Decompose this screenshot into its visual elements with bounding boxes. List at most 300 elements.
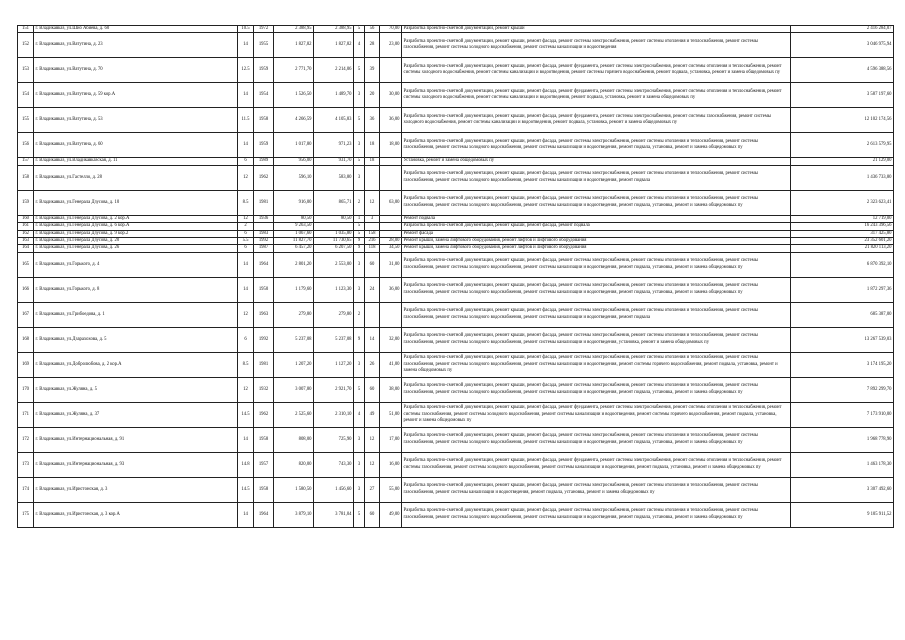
value-cell: 10.5 xyxy=(238,26,254,33)
floors-cell: 5 xyxy=(354,377,365,402)
area-living-cell: 279,80 xyxy=(314,302,354,327)
percent-cell: 41,00 xyxy=(380,352,402,377)
area-total-cell: 820,00 xyxy=(274,452,314,477)
year-cell: 1950 xyxy=(254,277,274,302)
percent-cell xyxy=(380,230,402,237)
floors-cell: 3 xyxy=(354,352,365,377)
area-living-cell: 931,70 xyxy=(314,158,354,165)
value-cell: 14 xyxy=(238,33,254,58)
address-cell: г. Владикавказ, ул.Иристонская, д. 3 кор.А xyxy=(34,502,238,527)
year-cell: 1958 xyxy=(254,477,274,502)
year-cell: 1955 xyxy=(254,33,274,58)
value-cell: 11.5 xyxy=(238,108,254,133)
row-number: 164 xyxy=(18,245,34,252)
work-description-cell: Разработка проектно-сметной документации, ремонт крыши, ремонт фасада, ремонт системы электроснабжения, ремонт системы отопления и теплоснабжения, ремонт системы газоснабжения, ремонт системы канализации и водоотведения, ремонт подвала, установка, ремонт и замена общедомовых пу xyxy=(402,477,791,502)
total-sum-cell: 12 719,00 xyxy=(791,215,894,222)
row-number: 157 xyxy=(18,158,34,165)
floors-cell: 5 xyxy=(354,108,365,133)
row-number: 165 xyxy=(18,252,34,277)
address-cell: г. Владикавказ, ул.Ватутина, д. 60 xyxy=(34,133,238,158)
address-cell: г. Владикавказ, ул.Ватутина, д. 59 кор.А xyxy=(34,83,238,108)
percent-cell: 51,00 xyxy=(380,402,402,427)
total-sum-cell: 2 613 579,95 xyxy=(791,133,894,158)
repair-program-table xyxy=(17,25,894,528)
area-total-cell: 3 007,80 xyxy=(274,377,314,402)
work-description-cell: Разработка проектно-сметной документации, ремонт крыши, ремонт фасада, ремонт системы электроснабжения, ремонт системы отопления и теплоснабжения, ремонт системы газоснабжения, ремонт системы холодного водоснабжения, ремонт системы канализации и водоотведения, ремонт подвала, установка, ремонт и замена общедомовых пу xyxy=(402,277,791,302)
area-living-cell: 2 214,06 xyxy=(314,58,354,83)
area-total-cell: 1 207,20 xyxy=(274,352,314,377)
percent-cell: 28,00 xyxy=(380,238,402,245)
count-cell: 12 xyxy=(365,452,380,477)
count-cell: 56 xyxy=(365,26,380,33)
value-cell: 5.5 xyxy=(238,238,254,245)
percent-cell: 32,00 xyxy=(380,327,402,352)
value-cell: 12 xyxy=(238,165,254,190)
total-sum-cell: 6 870 392,10 xyxy=(791,252,894,277)
floors-cell: 5 xyxy=(354,26,365,33)
area-total-cell: 11 827,70 xyxy=(274,238,314,245)
table-row xyxy=(18,230,894,237)
work-description-cell: Разработка проектно-сметной документации, ремонт крыши xyxy=(402,26,791,33)
table-row xyxy=(18,277,894,302)
address-cell: г. Владикавказ, ул.Жуляна, д. 37 xyxy=(34,402,238,427)
value-cell: 14.5 xyxy=(238,477,254,502)
count-cell: 18 xyxy=(365,133,380,158)
floors-cell: 2 xyxy=(354,190,365,215)
row-number: 151 xyxy=(18,26,34,33)
area-living-cell xyxy=(314,223,354,230)
count-cell: 118 xyxy=(365,245,380,252)
total-sum-cell: 3 046 975,94 xyxy=(791,33,894,58)
value-cell: 14.8 xyxy=(238,452,254,477)
value-cell: 6 xyxy=(238,245,254,252)
total-sum-cell: 1 436 733,80 xyxy=(791,165,894,190)
area-living-cell: 2 921,70 xyxy=(314,377,354,402)
address-cell: г. Владикавказ, ул.Грибоедова, д. 1 xyxy=(34,302,238,327)
area-total-cell: 2 801,20 xyxy=(274,252,314,277)
area-total-cell: 3 879,10 xyxy=(274,502,314,527)
area-total-cell: 2 388,95 xyxy=(274,26,314,33)
work-description-cell: Разработка проектно-сметной документации, ремонт крыши, ремонт фасада, ремонт системы электроснабжения, ремонт системы отопления и теплоснабжения, ремонт системы газоснабжения, ремонт системы холодного водоснабжения, ремонт системы канализации и водоотведения, ремонт подвала, установка, ремонт и замена общедомовых пу xyxy=(402,502,791,527)
percent-cell: 16,00 xyxy=(380,452,402,477)
count-cell: 18 xyxy=(365,158,380,165)
table-row xyxy=(18,108,894,133)
year-cell: 1954 xyxy=(254,83,274,108)
table-row xyxy=(18,133,894,158)
total-sum-cell: 1 463 178,30 xyxy=(791,452,894,477)
work-description-cell: Разработка проектно-сметной документации, ремонт крыши, ремонт фасада, ремонт системы электроснабжения, ремонт системы отопления и теплоснабжения, ремонт системы газоснабжения, ремонт системы холодного водоснабжения, ремонт системы канализации и водоотведения, ремонт подвала, установка, ремонт и замена общедомовых пу xyxy=(402,252,791,277)
count-cell: 3 xyxy=(365,215,380,222)
area-living-cell: 5 237,08 xyxy=(314,327,354,352)
total-sum-cell: 12 102 174,56 xyxy=(791,108,894,133)
table-row xyxy=(18,452,894,477)
total-sum-cell: 685 387,00 xyxy=(791,302,894,327)
work-description-cell: Разработка проектно-сметной документации, ремонт крыши, ремонт фасада, ремонт системы электроснабжения, ремонт системы отопления и теплоснабжения, ремонт системы газоснабжения, ремонт системы холодного водоснабжения, ремонт системы канализации и водоотведения xyxy=(402,33,791,58)
area-total-cell: 1 580,50 xyxy=(274,477,314,502)
total-sum-cell: 7 173 910,00 xyxy=(791,402,894,427)
row-number: 168 xyxy=(18,327,34,352)
area-living-cell: 2 388,95 xyxy=(314,26,354,33)
count-cell: 49 xyxy=(365,402,380,427)
value-cell: 14 xyxy=(238,83,254,108)
table-row xyxy=(18,402,894,427)
count-cell: 20 xyxy=(365,83,380,108)
table-body xyxy=(18,26,894,528)
count-cell: 24 xyxy=(365,277,380,302)
area-total-cell: 4 266,59 xyxy=(274,108,314,133)
total-sum-cell: 21 820 113,20 xyxy=(791,245,894,252)
percent-cell xyxy=(380,215,402,222)
address-cell: г. Владикавказ, ул.Ватутина, д. 53 xyxy=(34,108,238,133)
year-cell: 1989 xyxy=(254,158,274,165)
row-number: 166 xyxy=(18,277,34,302)
floors-cell: 3 xyxy=(354,477,365,502)
count-cell: 60 xyxy=(365,252,380,277)
area-living-cell: 583,80 xyxy=(314,165,354,190)
address-cell: г. Владикавказ, ул.Генерала Дзусова, д. 10 xyxy=(34,190,238,215)
year-cell: 1992 xyxy=(254,327,274,352)
floors-cell: 4 xyxy=(354,402,365,427)
floors-cell: 3 xyxy=(354,277,365,302)
count-cell xyxy=(365,223,380,230)
work-description-cell: Разработка проектно-сметной документации, ремонт крыши, ремонт фасада, ремонт фундамента, ремонт системы электроснабжения, ремонт системы отопления и теплоснабжения, ремонт системы газоснабжения, ремонт системы холодного водоснабжения, ремонт системы канализации и водоотведения, ремонт системы горячего водоснабжения, ремонт подвала, установка, ремонт и замена общедомовых пу xyxy=(402,402,791,427)
row-number: 172 xyxy=(18,427,34,452)
work-description-cell: Разработка проектно-сметной документации, ремонт крыши, ремонт фасада, ремонт системы электроснабжения, ремонт системы отопления и теплоснабжения, ремонт системы газоснабжения, ремонт системы холодного водоснабжения, ремонт системы канализации и водоотведения, ремонт подвала, установка, ремонт и замена общедомовых пу xyxy=(402,427,791,452)
floors-cell: 5 xyxy=(354,502,365,527)
total-sum-cell: 16 243 396,56 xyxy=(791,223,894,230)
count-cell: 216 xyxy=(365,238,380,245)
value-cell: 2 xyxy=(238,223,254,230)
floors-cell: 4 xyxy=(354,33,365,58)
percent-cell xyxy=(380,223,402,230)
table-row xyxy=(18,377,894,402)
table-row xyxy=(18,238,894,245)
value-cell: 14 xyxy=(238,252,254,277)
address-cell: г. Владикавказ, ул.Жуляна, д. 5 xyxy=(34,377,238,402)
area-living-cell: 1 456,60 xyxy=(314,477,354,502)
floors-cell: 3 xyxy=(354,83,365,108)
area-living-cell: 725,90 xyxy=(314,427,354,452)
year-cell: 1958 xyxy=(254,427,274,452)
floors-cell: 1 xyxy=(354,215,365,222)
work-description-cell: Разработка проектно-сметной документации, ремонт крыши, ремонт фасада, ремонт системы электроснабжения, ремонт системы отопления и теплоснабжения, ремонт системы газоснабжения, ремонт системы холодного водоснабжения, ремонт системы канализации и водоотведения, установка, ремонт и замена общедомовых пу xyxy=(402,327,791,352)
row-number: 174 xyxy=(18,477,34,502)
percent-cell xyxy=(380,302,402,327)
work-description-cell: Разработка проектно-сметной документации, ремонт крыши, ремонт фасада, ремонт системы электроснабжения, ремонт системы отопления и теплоснабжения, ремонт системы газоснабжения, ремонт системы холодного водоснабжения, ремонт системы канализации и водоотведения, ремонт подвала xyxy=(402,165,791,190)
area-total-cell: 1 017,80 xyxy=(274,133,314,158)
table-row xyxy=(18,190,894,215)
table-row xyxy=(18,223,894,230)
address-cell: г. Владикавказ, ул.Генерала Дзусова, д. 2 кор.А xyxy=(34,215,238,222)
row-number: 156 xyxy=(18,133,34,158)
floors-cell: 3 xyxy=(354,452,365,477)
address-cell: г. Владикавказ, ул.Интернациональная, д. 91 xyxy=(34,427,238,452)
floors-cell: 3 xyxy=(354,165,365,190)
percent-cell: 30,00 xyxy=(380,83,402,108)
work-description-cell: Разработка проектно-сметной документации, ремонт крыши, ремонт фасада, ремонт фундамента, ремонт системы электроснабжения, ремонт системы отопления и теплоснабжения, ремонт системы газоснабжения, ремонт системы холодного водоснабжения, ремонт системы канализации и водоотведения, ремонт подвала, установка, ремонт и замена общедомовых пу xyxy=(402,452,791,477)
address-cell: г. Владикавказ, ул.Интернациональная, д. 93 xyxy=(34,452,238,477)
value-cell: 6 xyxy=(238,158,254,165)
percent-cell xyxy=(380,165,402,190)
floors-cell: 2 xyxy=(354,302,365,327)
year-cell: 1972 xyxy=(254,26,274,33)
area-total-cell: 1 526,50 xyxy=(274,83,314,108)
area-living-cell: 6 207,50 xyxy=(314,245,354,252)
value-cell: 8.5 xyxy=(238,190,254,215)
address-cell: г. Владикавказ, ул.Дзарахохова, д. 5 xyxy=(34,327,238,352)
address-cell: г. Владикавказ, ул.Добролюбова, д. 2 кор.А xyxy=(34,352,238,377)
percent-cell: 49,00 xyxy=(380,502,402,527)
floors-cell: 5 xyxy=(354,158,365,165)
row-number: 173 xyxy=(18,452,34,477)
row-number: 175 xyxy=(18,502,34,527)
area-total-cell: 5 237,08 xyxy=(274,327,314,352)
work-description-cell: Разработка проектно-сметной документации, ремонт крыши, ремонт фасада, ремонт системы электроснабжения, ремонт системы отопления и теплоснабжения, ремонт системы газоснабжения, ремонт системы холодного водоснабжения, ремонт системы канализации и водоотведения, ремонт подвала, установка, ремонт и замена общедомовых пу xyxy=(402,190,791,215)
row-number: 162 xyxy=(18,230,34,237)
work-description-cell: Ремонт подвала xyxy=(402,215,791,222)
area-living-cell: 865,71 xyxy=(314,190,354,215)
percent-cell: 36,00 xyxy=(380,108,402,133)
total-sum-cell: 317 425,80 xyxy=(791,230,894,237)
table-row xyxy=(18,58,894,83)
table-row xyxy=(18,252,894,277)
table-row xyxy=(18,477,894,502)
address-cell: г. Владикавказ, ул.Владикавказская, д. 11 xyxy=(34,158,238,165)
count-cell: 12 xyxy=(365,427,380,452)
table-row xyxy=(18,352,894,377)
count-cell: 39 xyxy=(365,58,380,83)
area-living-cell: 2 553,00 xyxy=(314,252,354,277)
year-cell: 1958 xyxy=(254,108,274,133)
work-description-cell: Разработка проектно-сметной документации, ремонт крыши, ремонт фасада, ремонт фундамента, ремонт системы электроснабжения, ремонт системы отопления и теплоснабжения, ремонт системы холодного водоснабжения, ремонт системы канализации и водоотведения, ремонт подвала, установка, ремонт и замена общедомовых пу xyxy=(402,83,791,108)
area-total-cell: 1 067,60 xyxy=(274,230,314,237)
area-total-cell: 2 525,60 xyxy=(274,402,314,427)
area-living-cell: 1 489,70 xyxy=(314,83,354,108)
floors-cell: 3 xyxy=(354,427,365,452)
table-row xyxy=(18,245,894,252)
area-living-cell: 80,50 xyxy=(314,215,354,222)
address-cell: г. Владикавказ, ул.Ватутина, д. 70 xyxy=(34,58,238,83)
row-number: 158 xyxy=(18,165,34,190)
work-description-cell: Разработка проектно-сметной документации, ремонт крыши, ремонт фасада, ремонт системы электроснабжения, ремонт системы отопления и теплоснабжения, ремонт системы газоснабжения, ремонт системы холодного водоснабжения, ремонт системы канализации и водоотведения, ремонт подвала, установка, ремонт и замена общедомовых пу xyxy=(402,133,791,158)
percent-cell xyxy=(380,58,402,83)
floors-cell: 3 xyxy=(354,133,365,158)
area-living-cell: 743,30 xyxy=(314,452,354,477)
row-number: 170 xyxy=(18,377,34,402)
work-description-cell: Разработка проектно-сметной документации, ремонт крыши, ремонт фасада, ремонт подвала xyxy=(402,223,791,230)
total-sum-cell: 3 307 492,60 xyxy=(791,477,894,502)
table-row xyxy=(18,33,894,58)
floors-cell: 3 xyxy=(354,252,365,277)
area-total-cell: 6 457,20 xyxy=(274,245,314,252)
year-cell: 1962 xyxy=(254,165,274,190)
year-cell: 1959 xyxy=(254,58,274,83)
area-total-cell: 2 771,70 xyxy=(274,58,314,83)
work-description-cell: Разработка проектно-сметной документации, ремонт крыши, ремонт фасада, ремонт фундамента, ремонт системы электроснабжения, ремонт системы отопления и теплоснабжения, ремонт системы холодного водоснабжения, ремонт системы канализации и водоотведения, ремонт системы горячего водоснабжения, ремонт подвала, установка, ремонт и замена общедомовых пу xyxy=(402,58,791,83)
floors-cell: 9 xyxy=(354,327,365,352)
count-cell: 60 xyxy=(365,377,380,402)
area-living-cell: 1 123,30 xyxy=(314,277,354,302)
row-number: 167 xyxy=(18,302,34,327)
row-number: 155 xyxy=(18,108,34,133)
floors-cell: 9 xyxy=(354,238,365,245)
percent-cell: 18,00 xyxy=(380,133,402,158)
area-living-cell: 4 105,83 xyxy=(314,108,354,133)
area-total-cell: 279,80 xyxy=(274,302,314,327)
value-cell: 12 xyxy=(238,215,254,222)
year-cell: 1962 xyxy=(254,402,274,427)
floors-cell: 5 xyxy=(354,223,365,230)
area-total-cell: 1 179,60 xyxy=(274,277,314,302)
total-sum-cell: 3 587 197,60 xyxy=(791,83,894,108)
value-cell: 14.5 xyxy=(238,402,254,427)
value-cell: 12 xyxy=(238,302,254,327)
table-row xyxy=(18,215,894,222)
address-cell: г. Владикавказ, ул.Генерала Дзусова, д. 9 кор.2 xyxy=(34,230,238,237)
row-number: 154 xyxy=(18,83,34,108)
area-living-cell: 2 310,10 xyxy=(314,402,354,427)
value-cell: 12.5 xyxy=(238,58,254,83)
value-cell: 8.5 xyxy=(238,352,254,377)
year-cell: 1959 xyxy=(254,133,274,158)
total-sum-cell: 4 596 388,56 xyxy=(791,58,894,83)
total-sum-cell: 1 872 297,36 xyxy=(791,277,894,302)
count-cell: 28 xyxy=(365,33,380,58)
count-cell: 14 xyxy=(365,327,380,352)
total-sum-cell: 23 352 601,20 xyxy=(791,238,894,245)
work-description-cell: Ремонт крыши, замена лифтового оборудования, ремонт лифтов и лифтового оборудования xyxy=(402,245,791,252)
area-living-cell: 3 781,04 xyxy=(314,502,354,527)
year-cell: 1983 xyxy=(254,230,274,237)
count-cell xyxy=(365,302,380,327)
work-description-cell: Ремонт крыши, замена лифтового оборудования, ремонт лифтов и лифтового оборудования xyxy=(402,238,791,245)
floors-cell: 5 xyxy=(354,58,365,83)
row-number: 163 xyxy=(18,238,34,245)
row-number: 160 xyxy=(18,215,34,222)
value-cell: 14 xyxy=(238,427,254,452)
percent-cell: 36,00 xyxy=(380,277,402,302)
count-cell: 26 xyxy=(365,352,380,377)
area-total-cell: 1 827,82 xyxy=(274,33,314,58)
year-cell: 1957 xyxy=(254,452,274,477)
value-cell: 14 xyxy=(238,133,254,158)
year-cell: 1981 xyxy=(254,352,274,377)
count-cell: 158 xyxy=(365,230,380,237)
address-cell: г. Владикавказ, ул.Иристонская, д. 3 xyxy=(34,477,238,502)
table-row xyxy=(18,302,894,327)
value-cell: 6 xyxy=(238,327,254,352)
address-cell: г. Владикавказ, ул.Шио Абиева, д. 60 xyxy=(34,26,238,33)
area-living-cell: 1 127,20 xyxy=(314,352,354,377)
year-cell: 1964 xyxy=(254,502,274,527)
value-cell: 12 xyxy=(238,377,254,402)
work-description-cell: Разработка проектно-сметной документации, ремонт крыши, ремонт фасада, ремонт системы электроснабжения, ремонт системы отопления и теплоснабжения, ремонт системы газоснабжения, ремонт системы холодного водоснабжения, ремонт системы канализации и водоотведения, ремонт подвала xyxy=(402,302,791,327)
area-total-cell: 956,00 xyxy=(274,158,314,165)
address-cell: г. Владикавказ, ул.Горького, д. 4 xyxy=(34,252,238,277)
row-number: 169 xyxy=(18,352,34,377)
year-cell xyxy=(254,223,274,230)
value-cell: 6 xyxy=(238,230,254,237)
work-description-cell: Установка, ремонт и замена общедомовых пу xyxy=(402,158,791,165)
total-sum-cell: 2 323 623,41 xyxy=(791,190,894,215)
work-description-cell: Разработка проектно-сметной документации, ремонт крыши, ремонт фасада, ремонт системы электроснабжения, ремонт системы отопления и теплоснабжения, ремонт системы газоснабжения, ремонт системы холодного водоснабжения, ремонт системы канализации и водоотведения, ремонт подвала, установка, ремонт и замена общедомовых пу xyxy=(402,377,791,402)
count-cell: 60 xyxy=(365,502,380,527)
year-cell: 1964 xyxy=(254,252,274,277)
year-cell: 1936 xyxy=(254,215,274,222)
total-sum-cell: 3 174 195,20 xyxy=(791,352,894,377)
table-row xyxy=(18,427,894,452)
value-cell: 14 xyxy=(238,502,254,527)
total-sum-cell: 13 267 539,03 xyxy=(791,327,894,352)
work-description-cell: Разработка проектно-сметной документации, ремонт крыши, ремонт фасада, ремонт системы электроснабжения, ремонт системы отопления и теплоснабжения, ремонт системы газоснабжения, ремонт системы холодного водоснабжения, ремонт системы канализации и водоотведения, ремонт системы горячего водоснабжения, ремонт подвала, установка, ремонт и замена общедомовых пу xyxy=(402,352,791,377)
count-cell: 12 xyxy=(365,190,380,215)
table-row xyxy=(18,327,894,352)
row-number: 171 xyxy=(18,402,34,427)
floors-cell: 5 xyxy=(354,230,365,237)
row-number: 153 xyxy=(18,58,34,83)
address-cell: г. Владикавказ, ул.Ватутина, д. 23 xyxy=(34,33,238,58)
row-number: 152 xyxy=(18,33,34,58)
percent-cell: 70,00 xyxy=(380,26,402,33)
work-description-cell: Разработка проектно-сметной документации, ремонт крыши, ремонт фасада, ремонт фундамента, ремонт системы электроснабжения, ремонт системы газоснабжения, ремонт системы холодного водоснабжения, ремонт системы канализации и водоотведения, ремонт подвала, установка, ремонт и замена общедомовых пу xyxy=(402,108,791,133)
value-cell: 14 xyxy=(238,277,254,302)
total-sum-cell: 21 129,00 xyxy=(791,158,894,165)
year-cell: 1963 xyxy=(254,302,274,327)
total-sum-cell: 1 968 778,90 xyxy=(791,427,894,452)
year-cell: 1981 xyxy=(254,190,274,215)
row-number: 161 xyxy=(18,223,34,230)
count-cell: 27 xyxy=(365,477,380,502)
area-living-cell: 11 730,65 xyxy=(314,238,354,245)
year-cell: 1932 xyxy=(254,377,274,402)
address-cell: г. Владикавказ, ул.Горького, д. 8 xyxy=(34,277,238,302)
address-cell: г. Владикавказ, ул.Гастелло, д. 28 xyxy=(34,165,238,190)
work-description-cell: Ремонт фасада xyxy=(402,230,791,237)
count-cell xyxy=(365,165,380,190)
total-sum-cell: 7 892 299,70 xyxy=(791,377,894,402)
year-cell: 1987 xyxy=(254,245,274,252)
address-cell: г. Владикавказ, ул.Генерала Дзусова, д. 6 кор.А xyxy=(34,223,238,230)
year-cell: 1992 xyxy=(254,238,274,245)
area-total-cell: 80,50 xyxy=(274,215,314,222)
table-row xyxy=(18,158,894,165)
area-total-cell: 9 263,50 xyxy=(274,223,314,230)
percent-cell xyxy=(380,158,402,165)
area-total-cell: 596,10 xyxy=(274,165,314,190)
table-row xyxy=(18,83,894,108)
percent-cell: 17,00 xyxy=(380,427,402,452)
area-total-cell: 808,00 xyxy=(274,427,314,452)
total-sum-cell: 9 105 911,52 xyxy=(791,502,894,527)
document-page xyxy=(17,25,893,528)
percent-cell: 38,00 xyxy=(380,377,402,402)
address-cell: г. Владикавказ, ул.Генерала Дзусова, д. 20 xyxy=(34,238,238,245)
area-living-cell: 971,23 xyxy=(314,133,354,158)
percent-cell: 31,00 xyxy=(380,252,402,277)
percent-cell: 55,00 xyxy=(380,477,402,502)
percent-cell: 34,50 xyxy=(380,245,402,252)
table-row xyxy=(18,502,894,527)
row-number: 159 xyxy=(18,190,34,215)
percent-cell: 23,00 xyxy=(380,33,402,58)
count-cell: 36 xyxy=(365,108,380,133)
percent-cell: 63,00 xyxy=(380,190,402,215)
table-row xyxy=(18,26,894,33)
area-living-cell: 1 035,80 xyxy=(314,230,354,237)
table-row xyxy=(18,165,894,190)
total-sum-cell: 2 416 284,07 xyxy=(791,26,894,33)
address-cell: г. Владикавказ, ул.Генерала Дзусова, д. 26 xyxy=(34,245,238,252)
